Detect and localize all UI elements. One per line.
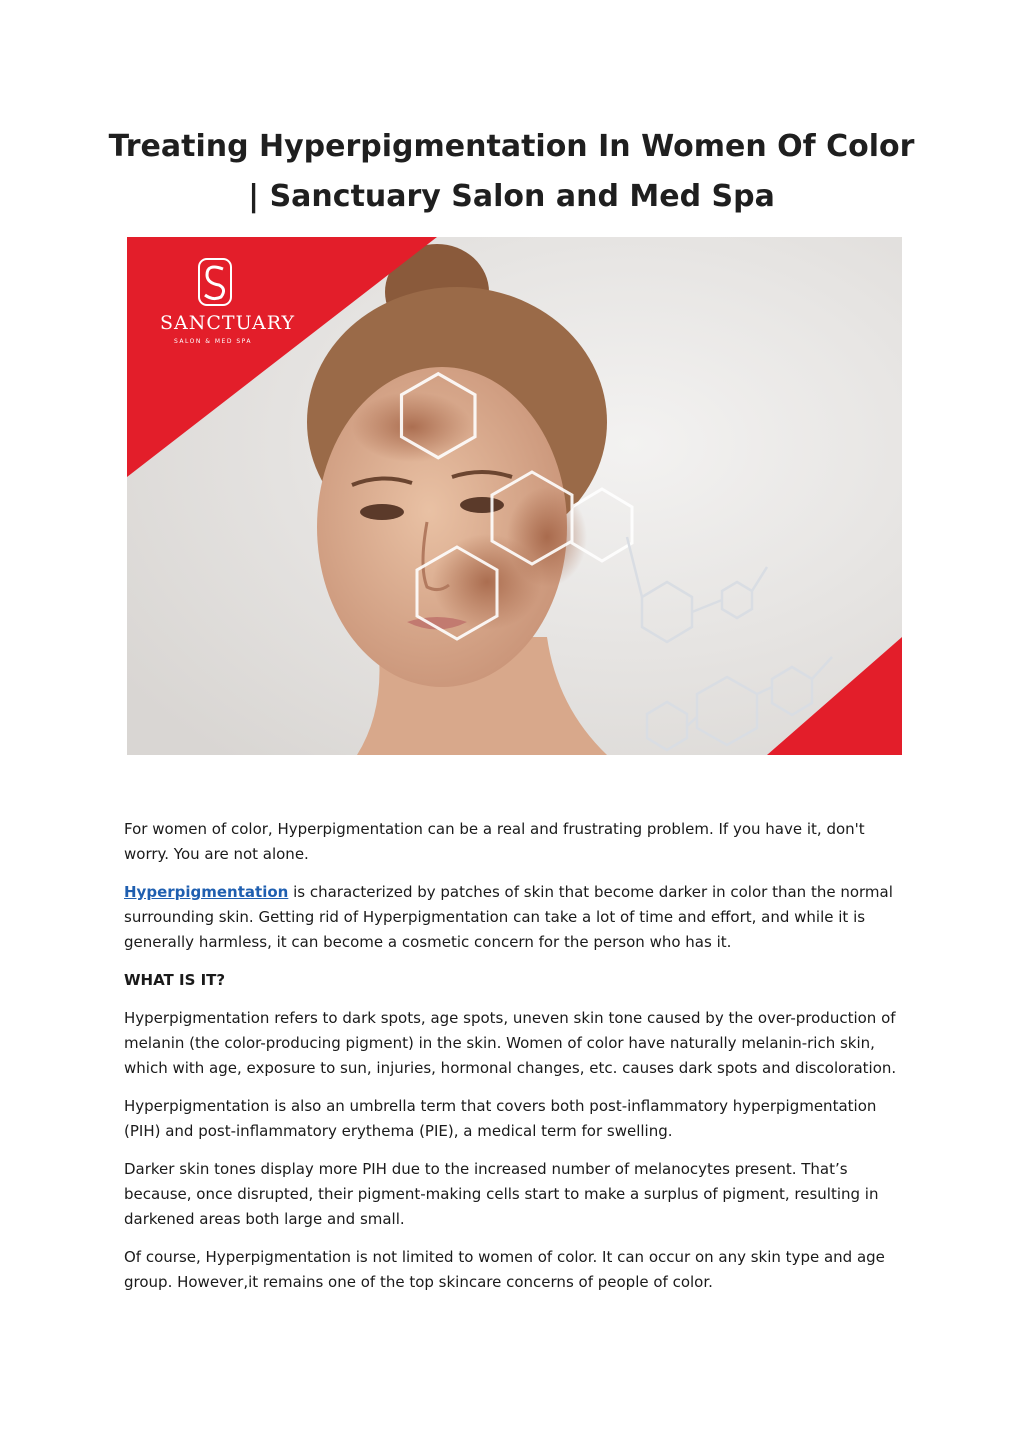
page-title xyxy=(90,122,933,222)
title-line-2: | Sanctuary Salon and Med Spa xyxy=(248,179,775,214)
logo-wordmark: SANCTUARY xyxy=(160,312,295,334)
paragraph-umbrella-term: Hyperpigmentation is also an umbrella term that covers both post-inflammatory hyperpigmentation (PIH) and post-inflammatory erythema (PIE), a medical term for swelling. xyxy=(124,1097,877,1140)
article-body xyxy=(124,817,909,1308)
paragraph-darker-skin: Darker skin tones display more PIH due to the increased number of melanocytes present. That’s because, once disrupted, their pigment-making cells start to make a surplus of pigment, resulting in darkened areas both large and small. xyxy=(124,1160,879,1228)
hyperpigmentation-link[interactable]: Hyperpigmentation xyxy=(124,883,289,901)
logo-tagline: SALON & MED SPA xyxy=(174,338,252,345)
paragraph-what-is-it: Hyperpigmentation refers to dark spots, age spots, uneven skin tone caused by the over-production of melanin (the color-producing pigment) in the skin. Women of color have naturally melanin-rich skin, which with age, exposure to sun, injuries, hormonal changes, etc. causes dark spots and discoloration. xyxy=(124,1009,897,1077)
paragraph-definition xyxy=(124,880,909,955)
section-heading-what-is-it: WHAT IS IT? xyxy=(124,971,226,989)
paragraph-definition-text: is characterized by patches of skin that become darker in color than the normal surrounding skin. Getting rid of Hyperpigmentation can take a lot of time and effort, and while it is generally harmless, it can become a cosmetic concern for the person who has it. xyxy=(124,883,893,951)
paragraph-not-limited: Of course, Hyperpigmentation is not limited to women of color. It can occur on any skin type and age group. However,it remains one of the top skincare concerns of people of color. xyxy=(124,1248,885,1291)
title-line-1: Treating Hyperpigmentation In Women Of Color xyxy=(108,129,915,164)
paragraph-intro: For women of color, Hyperpigmentation can be a real and frustrating problem. If you have it, don't worry. You are not alone. xyxy=(124,820,865,863)
